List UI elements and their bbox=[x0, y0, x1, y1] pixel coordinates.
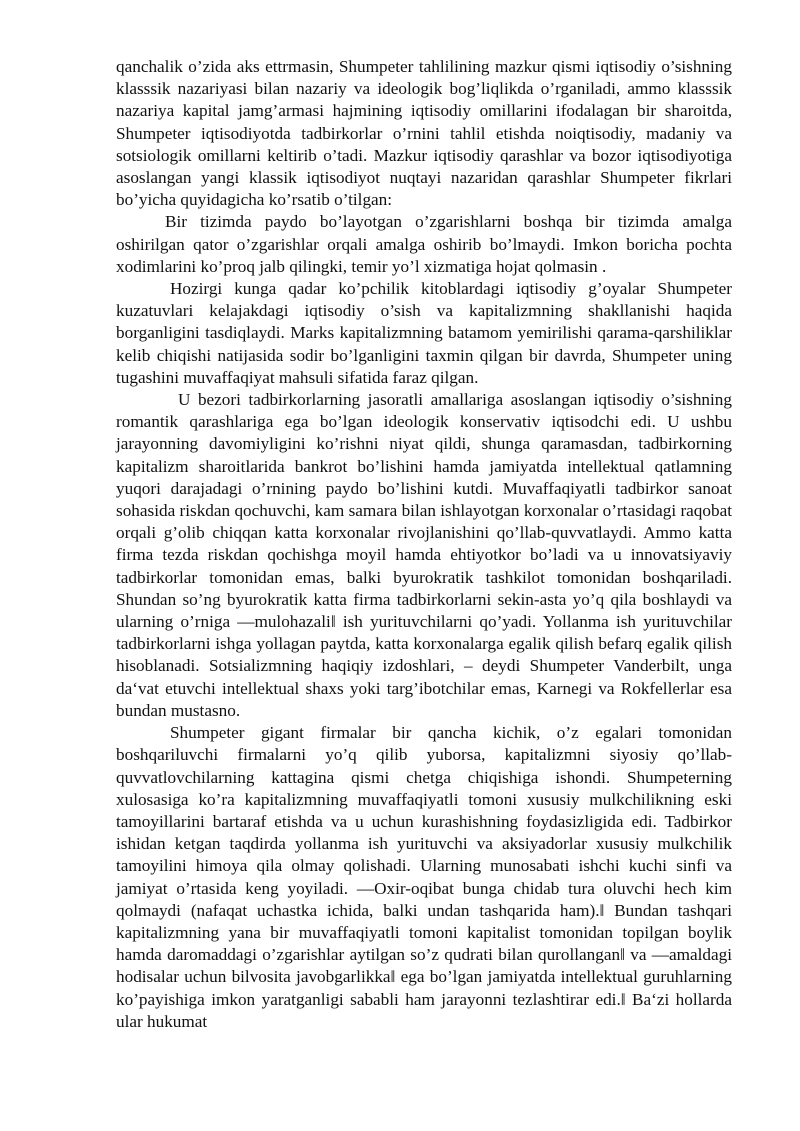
paragraph-1: qanchalik o’zida aks ettrmasin, Shumpeter tahlilining mazkur qismi iqtisodiy o’sishning klasssik nazariyasi bilan nazariy va ideologik bog’liqlikda o’rganiladi, ammo klasssik nazariya kapital jamg’armasi hajmining iqtisodiy omillarini ifodalagan bir sharoitda, Shumpeter iqtisodiyotda tadbirkorlar o’rnini tahlil etishda noiqtisodiy, madaniy va sotsiologik omillarni keltirib o’tadi. Mazkur iqtisodiy qarashlar va bozor iqtisodiyotiga asoslangan yangi klassik iqtisodiyot nuqtayi nazaridan qarashlar Shumpeter fikrlari bo’yicha quyidagicha ko’rsatib o’tilgan: bbox=[116, 57, 732, 210]
paragraph-3: Hozirgi kunga qadar ko’pchilik kitoblardagi iqtisodiy g’oyalar Shumpeter kuzatuvlari kelajakdagi iqtisodiy o’sish va kapitalizmning shakllanishi haqida borganligini tasdiqlaydi. Marks kapitalizmning batamom yemirilishi qarama-qarshiliklar kelib chiqishi natijasida sodir bo’lganligini taxmin qilgan bir davrda, Shumpeter uning tugashini muvaffaqiyat mahsuli sifatida faraz qilgan. bbox=[116, 279, 732, 387]
paragraph-4: U bezori tadbirkorlarning jasoratli amallariga asoslangan iqtisodiy o’sishning romantik qarashlariga ega bo’lgan ideologik konservativ iqtisodchi edi. U ushbu jarayonning davomiyligini ko’rishni niyat qildi, shunga qaramasdan, tadbirkorning kapitalizm sharoitlarida bankrot bo’lishini hamda jamiyatda intellektual qatlamning yuqori darajadagi o’rnining paydo bo’lishini kutdi. Muvaffaqiyatli tadbirkor sanoat sohasida riskdan qochuvchi, kam samara bilan ishlayotgan korxonalar o’rtasidagi raqobat orqali g’olib chiqqan katta korxonalar rivojlanishini qo’llab-quvvatlaydi. Ammo katta firma tezda riskdan qochishga moyil hamda ehtiyotkor bo’ladi va u innovatsiyaviy tadbirkorlar tomonidan emas, balki byurokratik tashkilot tomonidan boshqariladi. Shundan so’ng byurokratik katta firma tadbirkorlarni sekin-asta yo’q qila boshlaydi va ularning o’rniga ―mulohazali‖ ish yurituvchilarni qo’yadi. Yollanma ish yurituvchilar tadbirkorlarni ishga yollagan paytda, katta korxonalarga egalik qilish befarq egalik qilish hisoblanadi. Sotsializmning haqiqiy izdoshlari, – deydi Shumpeter Vanderbilt, unga da‘vat etuvchi intellektual shaxs yoki targ’ibotchilar emas, Karnegi va Rokfellerlar esa bundan mustasno. bbox=[116, 390, 732, 720]
paragraph-2: Bir tizimda paydo bo’layotgan o’zgarishlarni boshqa bir tizimda amalga oshirilgan qator o’zgarishlar orqali amalga oshirib bo’lmaydi. Imkon boricha pochta xodimlarini ko’proq jalb qilingki, temir yo’l xizmatiga hojat qolmasin . bbox=[116, 212, 732, 276]
paragraph-5: Shumpeter gigant firmalar bir qancha kichik, o’z egalari tomonidan boshqariluvchi firmalarni yo’q qilib yuborsa, kapitalizmni siyosiy qo’llab-quvvatlovchilarning kattagina qismi chetga chiqishiga ishondi. Shumpeterning xulosasiga ko’ra kapitalizmning muvaffaqiyatli tomoni xususiy mulkchilikning eski tamoyillarini bartaraf etishda va u uchun kurashishning foydasizligida edi. Tadbirkor ishidan ketgan taqdirda yollanma ish yurituvchi va aksiyadorlar xususiy mulkchilik tamoyilini himoya qila olmay qolishadi. Ularning munosabati ishchi kuchi sinfi va jamiyat o’rtasida keng yoyiladi. ―Oxir-oqibat bunga chidab tura oluvchi hech kim qolmaydi (nafaqat uchastka ichida, balki undan tashqarida ham).‖ Bundan tashqari kapitalizmning yana bir muvaffaqiyatli tomoni kapitalist tomonidan topilgan boylik hamda daromaddagi o’zgarishlar aytilgan so’z qudrati bilan qurollangan‖ va ―amaldagi hodisalar uchun bilvosita javobgarlikka‖ ega bo’lgan jamiyatda intellektual guruhlarning ko’payishiga imkon yaratganligi sababli ham jarayonni tezlashtirar edi.‖ Ba‘zi hollarda ular hukumat bbox=[116, 723, 732, 1031]
